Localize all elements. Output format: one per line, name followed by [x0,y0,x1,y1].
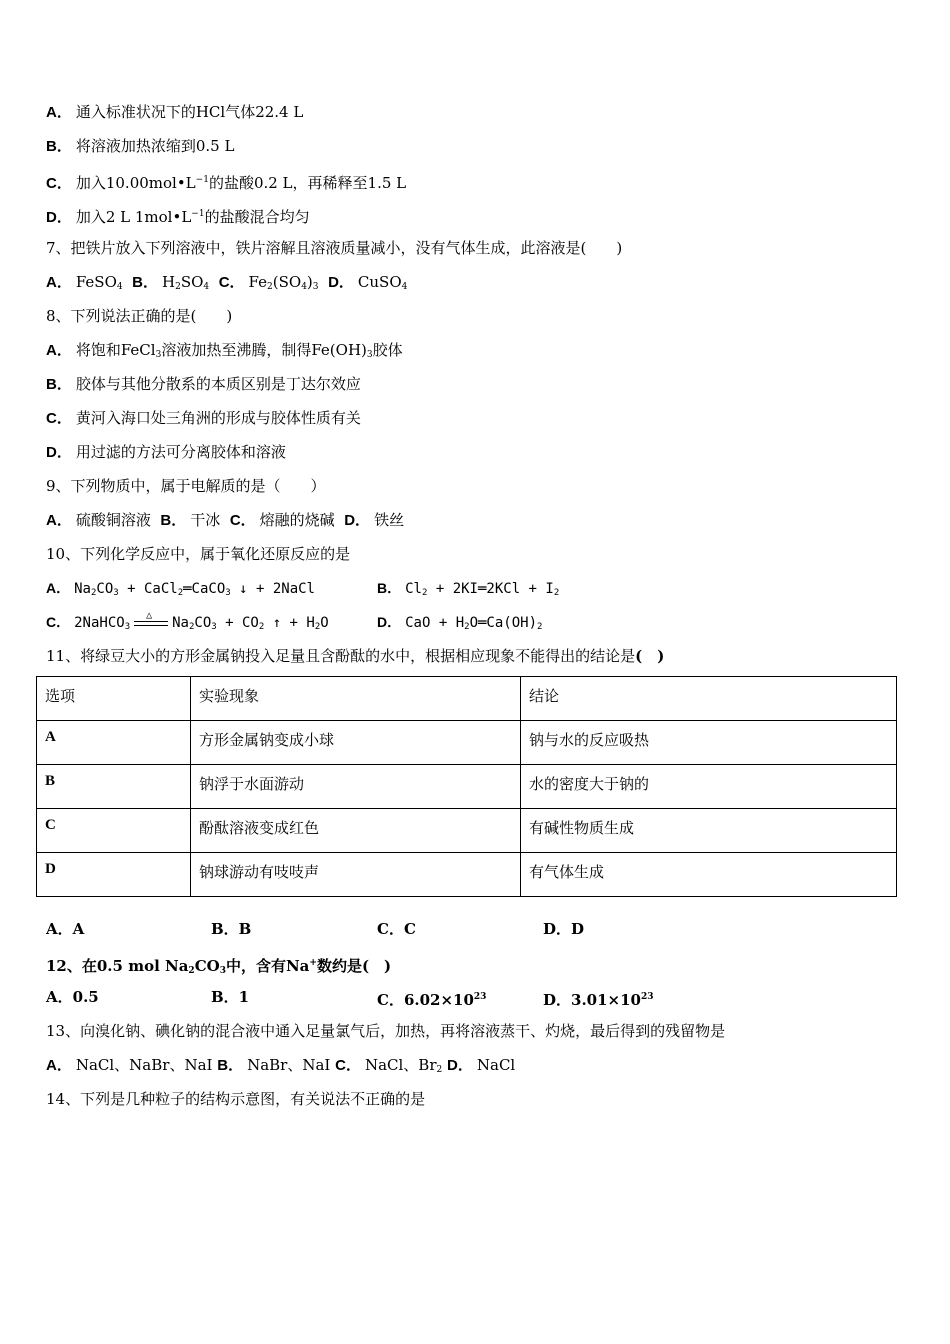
q10-option-c: C． 2NaHCO$_3$ △ $Na_2CO_3 + CO_2$ ↑ + $H_2O$ [46,612,329,637]
q10-stem: 10、下列化学反应中，属于氧化还原反应的是 [46,545,351,563]
q8-option-a [46,340,403,365]
q11-answer-b: B．B [211,920,252,938]
subscript: 3 [366,350,373,360]
option-text: CuSO [357,273,402,291]
q12-option-a: A．0.5 [46,988,99,1006]
option-label: A． [46,274,72,291]
question-text: 11、将绿豆大小的方形金属钠投入足量且含酚酞的水中，根据相应现象不能得出的结论是 [46,647,636,665]
question-text: 数约是( ) [316,957,392,975]
table-header: 结论 [521,677,897,721]
table-cell: C [37,809,191,853]
question-text: 中，含有Na [225,957,310,975]
option-label: C． [218,274,245,291]
q11-answer-d: D．D [543,920,585,938]
table-row [37,721,897,765]
subscript: 3 [312,282,319,292]
option-text: 干冰 [190,511,221,529]
superscript: −1 [191,209,205,219]
table-cell: 水的密度大于钠的 [521,765,897,809]
option-label: A． [46,104,72,121]
q10-option-d: D． CaO + $H_2O═Ca(OH)_2$ [377,614,543,632]
option-label: A． [46,342,72,359]
option-text: 加入2 L 1mol•L [75,208,192,226]
q6-option-d [46,204,310,228]
table-cell: 方形金属钠变成小球 [191,721,521,765]
subscript: 4 [203,282,210,292]
option-text: C．6.02×10 [377,991,474,1009]
option-label: D． [328,274,354,291]
table-cell: 酚酞溶液变成红色 [191,809,521,853]
option-label: B． [132,274,159,291]
option-text: NaCl、Br [364,1056,437,1074]
option-text: 的盐酸混合均匀 [204,208,310,226]
option-label: A． [46,512,72,529]
q12-option-c [377,987,486,1010]
option-label: B． [160,512,187,529]
option-text: 胶体与其他分散系的本质区别是丁达尔效应 [75,375,361,393]
q14-stem: 14、下列是几种粒子的结构示意图，有关说法不正确的是 [46,1090,426,1108]
option-text: ) [306,273,313,291]
table-cell: 有碱性物质生成 [521,809,897,853]
q11-answer-c: C．C [377,920,416,938]
q8-stem: 8、下列说法正确的是( ) [46,307,233,325]
superscript: + [309,958,317,968]
option-label: B． [46,138,72,155]
option-text: 溶液加热至沸腾，制得Fe(OH) [161,341,367,359]
subscript: 2 [436,1065,443,1075]
q6-option-a [46,102,303,123]
option-label: D． [447,1057,473,1074]
q11-answer-a: A．A [46,920,85,938]
superscript: 23 [473,992,487,1002]
q10-option-a: A． $Na_2CO_3$ + CaCl$_2$═CaCO$_3$ ↓ + 2NaCl [46,580,315,598]
q12-option-b: B．1 [211,988,250,1006]
option-label: C． [335,1057,361,1074]
option-text: 将溶液加热浓缩到0.5 L [75,137,235,155]
q8-option-c [46,408,361,429]
q8-option-b [46,374,361,395]
option-label: D． [377,614,402,630]
table-cell: 钠球游动有吱吱声 [191,853,521,897]
subscript: 2 [267,282,273,292]
q12-option-d [543,987,654,1010]
option-text: (SO [272,273,302,291]
q8-option-d [46,442,286,463]
option-label: B． [377,580,402,596]
subscript: 3 [155,350,162,360]
q7-options [46,272,407,297]
option-text: FeSO [75,273,117,291]
option-text: 加入10.00mol•L [75,174,196,192]
option-label: C． [46,175,72,192]
table-cell: 钠浮于水面游动 [191,765,521,809]
option-label: B． [217,1057,244,1074]
table-header: 实验现象 [191,677,521,721]
option-text: 通入标准状况下的HCl气体22.4 L [75,103,304,121]
table-row [37,765,897,809]
answer-paren: ( ) [635,647,665,665]
option-label: D． [46,444,72,461]
table-header: 选项 [37,677,191,721]
q7-stem: 7、把铁片放入下列溶液中，铁片溶解且溶液质量减小，没有气体生成，此溶液是( ) [46,239,623,257]
option-text: 胶体 [372,341,403,359]
q6-option-b [46,136,234,157]
delta-symbol: △ [146,610,153,621]
table-cell: B [37,765,191,809]
option-text: 用过滤的方法可分离胶体和溶液 [75,443,286,461]
subscript: 4 [301,282,307,292]
option-label: A． [46,580,71,596]
heating-equal-sign [134,610,168,629]
q11-stem [46,646,664,666]
q9-stem: 9、下列物质中，属于电解质的是（ ） [46,477,326,495]
q13-stem: 13、向溴化钠、碘化钠的混合液中通入足量氯气后，加热，再将溶液蒸干、灼烧，最后得到的残留物是 [46,1022,726,1040]
table-header-row [37,677,897,721]
option-text: NaCl [476,1056,516,1074]
q12-stem [46,953,391,981]
superscript: 23 [640,992,654,1002]
option-label: C． [46,410,72,427]
option-label: C． [46,614,71,630]
table-row [37,809,897,853]
q13-options [46,1055,515,1080]
option-label: D． [344,512,371,529]
subscript: 4 [116,282,123,292]
option-label: B． [46,376,72,393]
option-text: 熔融的烧碱 [259,511,335,529]
option-text: 将饱和FeCl [75,341,156,359]
option-text: 铁丝 [374,511,405,529]
q10-option-b: B． $Cl_2$ + 2KI═2KCl + $I_2$ [377,580,560,598]
subscript: 2 [188,966,195,976]
option-text: H [162,273,176,291]
subscript: 3 [219,966,226,976]
table-cell: A [37,721,191,765]
option-text: NaCl、NaBr、NaI [75,1056,213,1074]
q9-options [46,510,404,531]
q6-option-c [46,170,406,194]
subscript: 4 [401,282,408,292]
option-text: 硫酸铜溶液 [75,511,151,529]
option-text: D．3.01×10 [543,991,641,1009]
table-cell: 有气体生成 [521,853,897,897]
subscript: 2 [175,282,181,292]
option-label: D． [46,209,72,226]
question-text: CO [194,957,220,975]
option-text: Fe [248,273,268,291]
question-text: 12、在0.5 mol Na [46,957,189,975]
option-label: A． [46,1057,72,1074]
q11-table [36,676,897,897]
superscript: −1 [195,175,209,185]
table-cell: D [37,853,191,897]
option-text: SO [180,273,204,291]
option-text: NaBr、NaI [247,1056,331,1074]
table-cell: 钠与水的反应吸热 [521,721,897,765]
option-label: C． [229,512,256,529]
option-text: 黄河入海口处三角洲的形成与胶体性质有关 [75,409,361,427]
option-text: 的盐酸0.2 L，再稀释至1.5 L [208,174,407,192]
table-row [37,853,897,897]
